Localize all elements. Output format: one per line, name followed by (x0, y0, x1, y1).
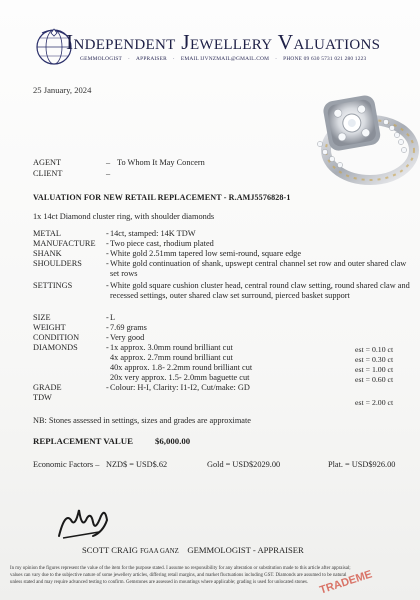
appraiser-signature (55, 502, 115, 542)
agent-value: To Whom It May Concern (117, 158, 205, 167)
grade-label: GRADE (33, 383, 62, 392)
contact-role-1: GEMMOLOGIST (80, 56, 123, 62)
weight-value: 7.69 grams (110, 323, 147, 332)
watermark-text: TRADEME (318, 568, 374, 597)
replacement-value-label: REPLACEMENT VALUE (33, 436, 133, 446)
item-summary: 1x 14ct Diamond cluster ring, with shoulder diamonds (33, 212, 215, 221)
contact-line (80, 56, 420, 62)
metal-label: METAL (33, 229, 61, 238)
contact-sep-1: · (128, 56, 131, 62)
contact-sep-2: · (172, 56, 175, 62)
replacement-value: $6,000.00 (155, 436, 191, 446)
diamond-row-3-est: est = 1.00 ct (355, 365, 394, 374)
contact-email: EMAIL IJVNZMAIL@GMAIL.COM (180, 56, 270, 62)
shank-dash: - (106, 249, 109, 258)
shank-value: White gold 2.51mm tapered low semi-round, square edge (110, 249, 302, 258)
client-label: CLIENT (33, 169, 63, 178)
economic-nzd: NZD$ = USD$.62 (106, 460, 168, 469)
document-date: 25 January, 2024 (33, 85, 92, 95)
economic-factors-label: Economic Factors – (33, 460, 100, 469)
grade-dash: - (106, 383, 109, 392)
assessment-note: NB: Stones assessed in settings, sizes and grades are approximate (33, 416, 251, 425)
condition-value: Very good (110, 333, 145, 342)
contact-sep-3: · (275, 56, 278, 62)
diamond-row-2-est: est = 0.30 ct (355, 355, 394, 364)
manufacture-dash: - (106, 239, 109, 248)
metal-dash: - (106, 229, 109, 238)
valuation-heading: VALUATION FOR NEW RETAIL REPLACEMENT - R.AMJ5576828-1 (33, 193, 291, 202)
economic-gold: Gold = USD$2029.00 (207, 460, 281, 469)
contact-role-2: APPRAISER (136, 56, 167, 62)
agent-dash: – (106, 158, 111, 167)
settings-value: White gold square cushion cluster head, central round claw setting, round shared claw and recessed settings, outer shared claw set surround, pierced basket support (110, 281, 410, 300)
grade-value: Colour: H-I, Clarity: I1-I2, Cut/make: GD (110, 383, 250, 392)
watermark-stamp (316, 548, 417, 600)
manufacture-label: MANUFACTURE (33, 239, 96, 248)
appraiser-credit (82, 545, 304, 555)
diamond-row-1: 1x approx. 3.0mm round brilliant cut (110, 343, 233, 352)
diamonds-label: DIAMONDS (33, 343, 78, 352)
shoulders-value: White gold continuation of shank, upswept central channel set row and outer shared claw set rows (110, 259, 407, 278)
client-dash: – (106, 169, 111, 178)
settings-dash: - (106, 281, 109, 290)
diamond-row-3: 40x approx. 1.8- 2.2mm round brilliant cut (110, 363, 253, 372)
diamond-row-1-est: est = 0.10 ct (355, 345, 394, 354)
disclaimer-fine-print: In my opinion the figures represent the value of the item for the purpose stated. I assume no responsibility for any alteration or substitution made to this article after appraisal; values can vary due to the subjective nature of some jewellery articles, differing retail margins, and market fluctuations including GST. Diamonds are assumed to be natural unless stated and may require advanced testing to confirm. Gemstones are assessed in mountings where applicable; grading is used for unlocated stones. (10, 566, 351, 585)
manufacture-value: Two piece cast, rhodium plated (110, 239, 214, 248)
appraiser-name: SCOTT CRAIG (82, 545, 138, 555)
economic-platinum: Plat. = USD$926.00 (328, 460, 396, 469)
shank-label: SHANK (33, 249, 62, 258)
diamond-row-4-est: est = 0.60 ct (355, 375, 394, 384)
diamonds-dash: - (106, 343, 109, 352)
contact-phone: PHONE 09 630 5731 021 280 1223 (283, 56, 367, 62)
appraiser-title: GEMMOLOGIST - APPRAISER (187, 545, 304, 555)
tdw-label: TDW (33, 393, 52, 402)
settings-label: SETTINGS (33, 281, 73, 290)
shoulders-dash: - (106, 259, 109, 268)
weight-label: WEIGHT (33, 323, 66, 332)
metal-value: 14ct, stamped: 14K TDW (110, 229, 196, 238)
size-value: L (110, 313, 116, 322)
size-dash: - (106, 313, 109, 322)
diamond-ring-image (290, 78, 420, 190)
diamond-row-2: 4x approx. 2.7mm round brilliant cut (110, 353, 233, 362)
diamond-row-4: 20x very approx. 1.5- 2.0mm baguette cut (110, 373, 250, 382)
weight-dash: - (106, 323, 109, 332)
agent-label: AGENT (33, 158, 62, 167)
shoulders-label: SHOULDERS (33, 259, 82, 268)
tdw-est: est = 2.00 ct (355, 398, 394, 407)
condition-label: CONDITION (33, 333, 80, 342)
company-name: Independent Jewellery Valuations (66, 30, 381, 54)
size-label: SIZE (33, 313, 51, 322)
condition-dash: - (106, 333, 109, 342)
appraiser-qualifications: FGAA GANZ (140, 548, 179, 555)
